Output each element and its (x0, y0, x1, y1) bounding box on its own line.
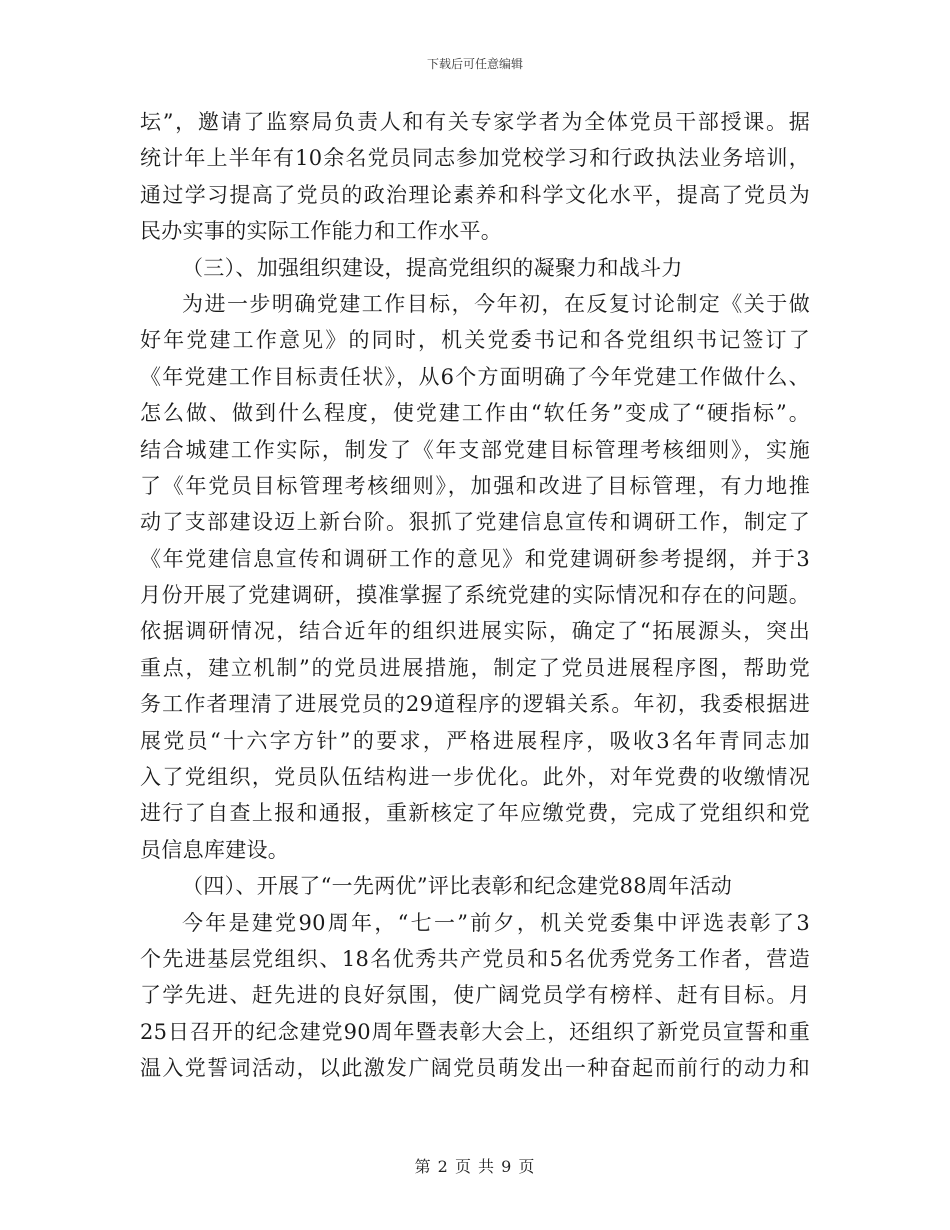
text-line: 依据调研情况，结合近年的组织进展实际，确定了“拓展源头，突出 (140, 619, 810, 644)
text-line: 结合城建工作实际，制发了《年支部党建目标管理考核细则》，实施 (140, 437, 810, 462)
section-heading: （三）、加强组织建设，提高党组织的凝聚力和战斗力 (182, 255, 683, 280)
text-line: 动了支部建设迈上新台阶。狠抓了党建信息宣传和调研工作，制定了 (140, 510, 810, 535)
text-line: 展党员“十六字方针”的要求，严格进展程序，吸收3名年青同志加 (140, 728, 810, 753)
text-line: 入了党组织，党员队伍结构进一步优化。此外，对年党费的收缴情况 (140, 765, 810, 790)
text-line: 好年党建工作意见》的同时，机关党委书记和各党组织书记签订了 (140, 328, 810, 353)
text-line: 月份开展了党建调研，摸准掌握了系统党建的实际情况和存在的问题。 (140, 583, 810, 608)
text-line: 个先进基层党组织、18名优秀共产党员和5名优秀党务工作者，营造 (140, 946, 810, 971)
text-line: 通过学习提高了党员的政治理论素养和科学文化水平，提高了党员为 (140, 182, 810, 207)
text-line: 了《年党员目标管理考核细则》，加强和改进了目标管理，有力地推 (140, 473, 810, 498)
text-line: 25日召开的纪念建党90周年暨表彰大会上，还组织了新党员宣誓和重 (140, 1019, 810, 1044)
document-body (140, 104, 810, 1087)
text-line: 员信息库建设。 (140, 837, 290, 862)
text-line: 为进一步明确党建工作目标，今年初，在反复讨论制定《关于做 (182, 291, 810, 316)
page-header: 下载后可任意编辑 (426, 57, 523, 71)
text-line: 民办实事的实际工作能力和工作水平。 (140, 219, 503, 244)
section-heading: （四）、开展了“一先两优”评比表彰和纪念建党88周年活动 (182, 874, 733, 899)
text-line: 《年党建工作目标责任状》，从6个方面明确了今年党建工作做什么、 (140, 364, 810, 389)
page-footer: 第 2 页 共 9 页 (414, 1157, 536, 1176)
text-line: 重点，建立机制”的党员进展措施，制定了党员进展程序图，帮助党 (140, 655, 810, 680)
text-line: 统计年上半年有10余名党员同志参加党校学习和行政执法业务培训， (140, 146, 810, 171)
text-line: 温入党誓词活动，以此激发广阔党员萌发出一种奋起而前行的动力和 (140, 1056, 810, 1081)
text-line: 了学先进、赶先进的良好氛围，使广阔党员学有榜样、赶有目标。月 (140, 983, 810, 1008)
text-line: 进行了自查上报和通报，重新核定了年应缴党费，完成了党组织和党 (140, 801, 810, 826)
text-line: 怎么做、做到什么程度，使党建工作由“软任务”变成了“硬指标”。 (140, 401, 810, 426)
text-line: 务工作者理清了进展党员的29道程序的逻辑关系。年初，我委根据进 (140, 692, 810, 717)
text-line: 坛”，邀请了监察局负责人和有关专家学者为全体党员干部授课。据 (140, 110, 810, 134)
text-line: 今年是建党90周年，“七一”前夕，机关党委集中评选表彰了3 (182, 910, 810, 935)
text-line: 《年党建信息宣传和调研工作的意见》和党建调研参考提纲，并于3 (140, 546, 810, 571)
